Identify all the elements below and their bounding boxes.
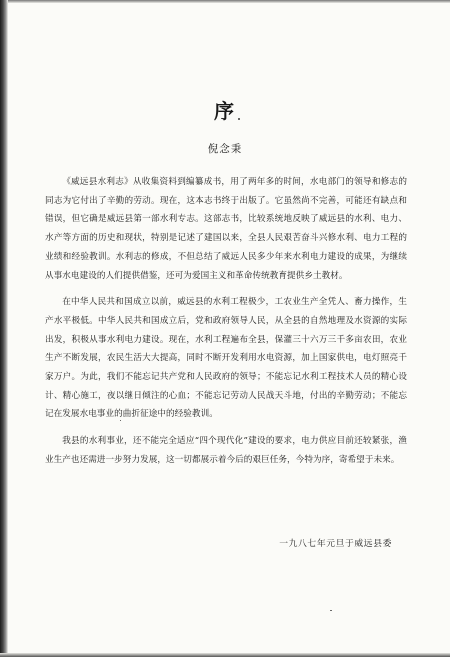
scan-top-edge: [0, 0, 450, 3]
preface-author: 倪念秉: [207, 143, 243, 155]
paragraph-1: 《威远县水利志》从收集资料到编纂成书，用了两年多的时间，水电部门的领导和修志的同志为它付出了辛勤的劳动。现在，这本志书终于出版了。它虽然尚不完善，可能还有缺点和错误，但它确是威远县第一部水利专志。这部志书，比较系统地反映了威远县的水利、电力、水产等方面的历史和现状，特别是记述了建国以来，全县人民艰苦奋斗兴修水利、电力工程的业绩和经验教训。水利志的修成，不但总结了威远人民多少年来水利电力建设的成果，为继续从事水电建设的人们提供借鉴，还可为爱国主义和革命传统教育提供乡土教材。: [45, 177, 407, 281]
paragraph-2: 在中华人民共和国成立以前，威远县的水利工程极少，工农业生产全凭人、畜力操作，生产水平极低。中华人民共和国成立后，党和政府领导人民，从全县的自然地理及水资源的实际出发，积极从事水利电力建设。现在，水利工程遍布全县，保灌三十六万三千多亩农田，农业生产不断发展，农民生活大大提高，同时不断开发利用水电资源，加上国家供电，电灯照亮千家万户。为此，我们不能忘记共产党和人民政府的领导；不能忘记水利工程技术人员的精心设计、精心施工，夜以继日倾注的心血；不能忘记劳动人民战天斗地，付出的辛勤劳动；不能忘记在发展水电事业的曲折征途中的经验教训。: [45, 297, 407, 420]
scan-speck: [238, 118, 240, 120]
preface-body: [45, 173, 407, 478]
scan-bottom-edge: [0, 653, 450, 657]
paragraph-3: 我县的水利事业，还不能完全适应“四个现代化”建设的要求，电力供应目前还较紧张，渔业生产也还需进一步努力发展，这一切都展示着今后的艰巨任务，今特为序，寄希望于未来。: [45, 436, 407, 465]
preface-title: 序: [214, 99, 236, 123]
preface-signature: 一九八七年元旦于威远县委: [279, 539, 392, 549]
scan-speck: [120, 420, 121, 421]
scan-speck: [330, 610, 332, 611]
